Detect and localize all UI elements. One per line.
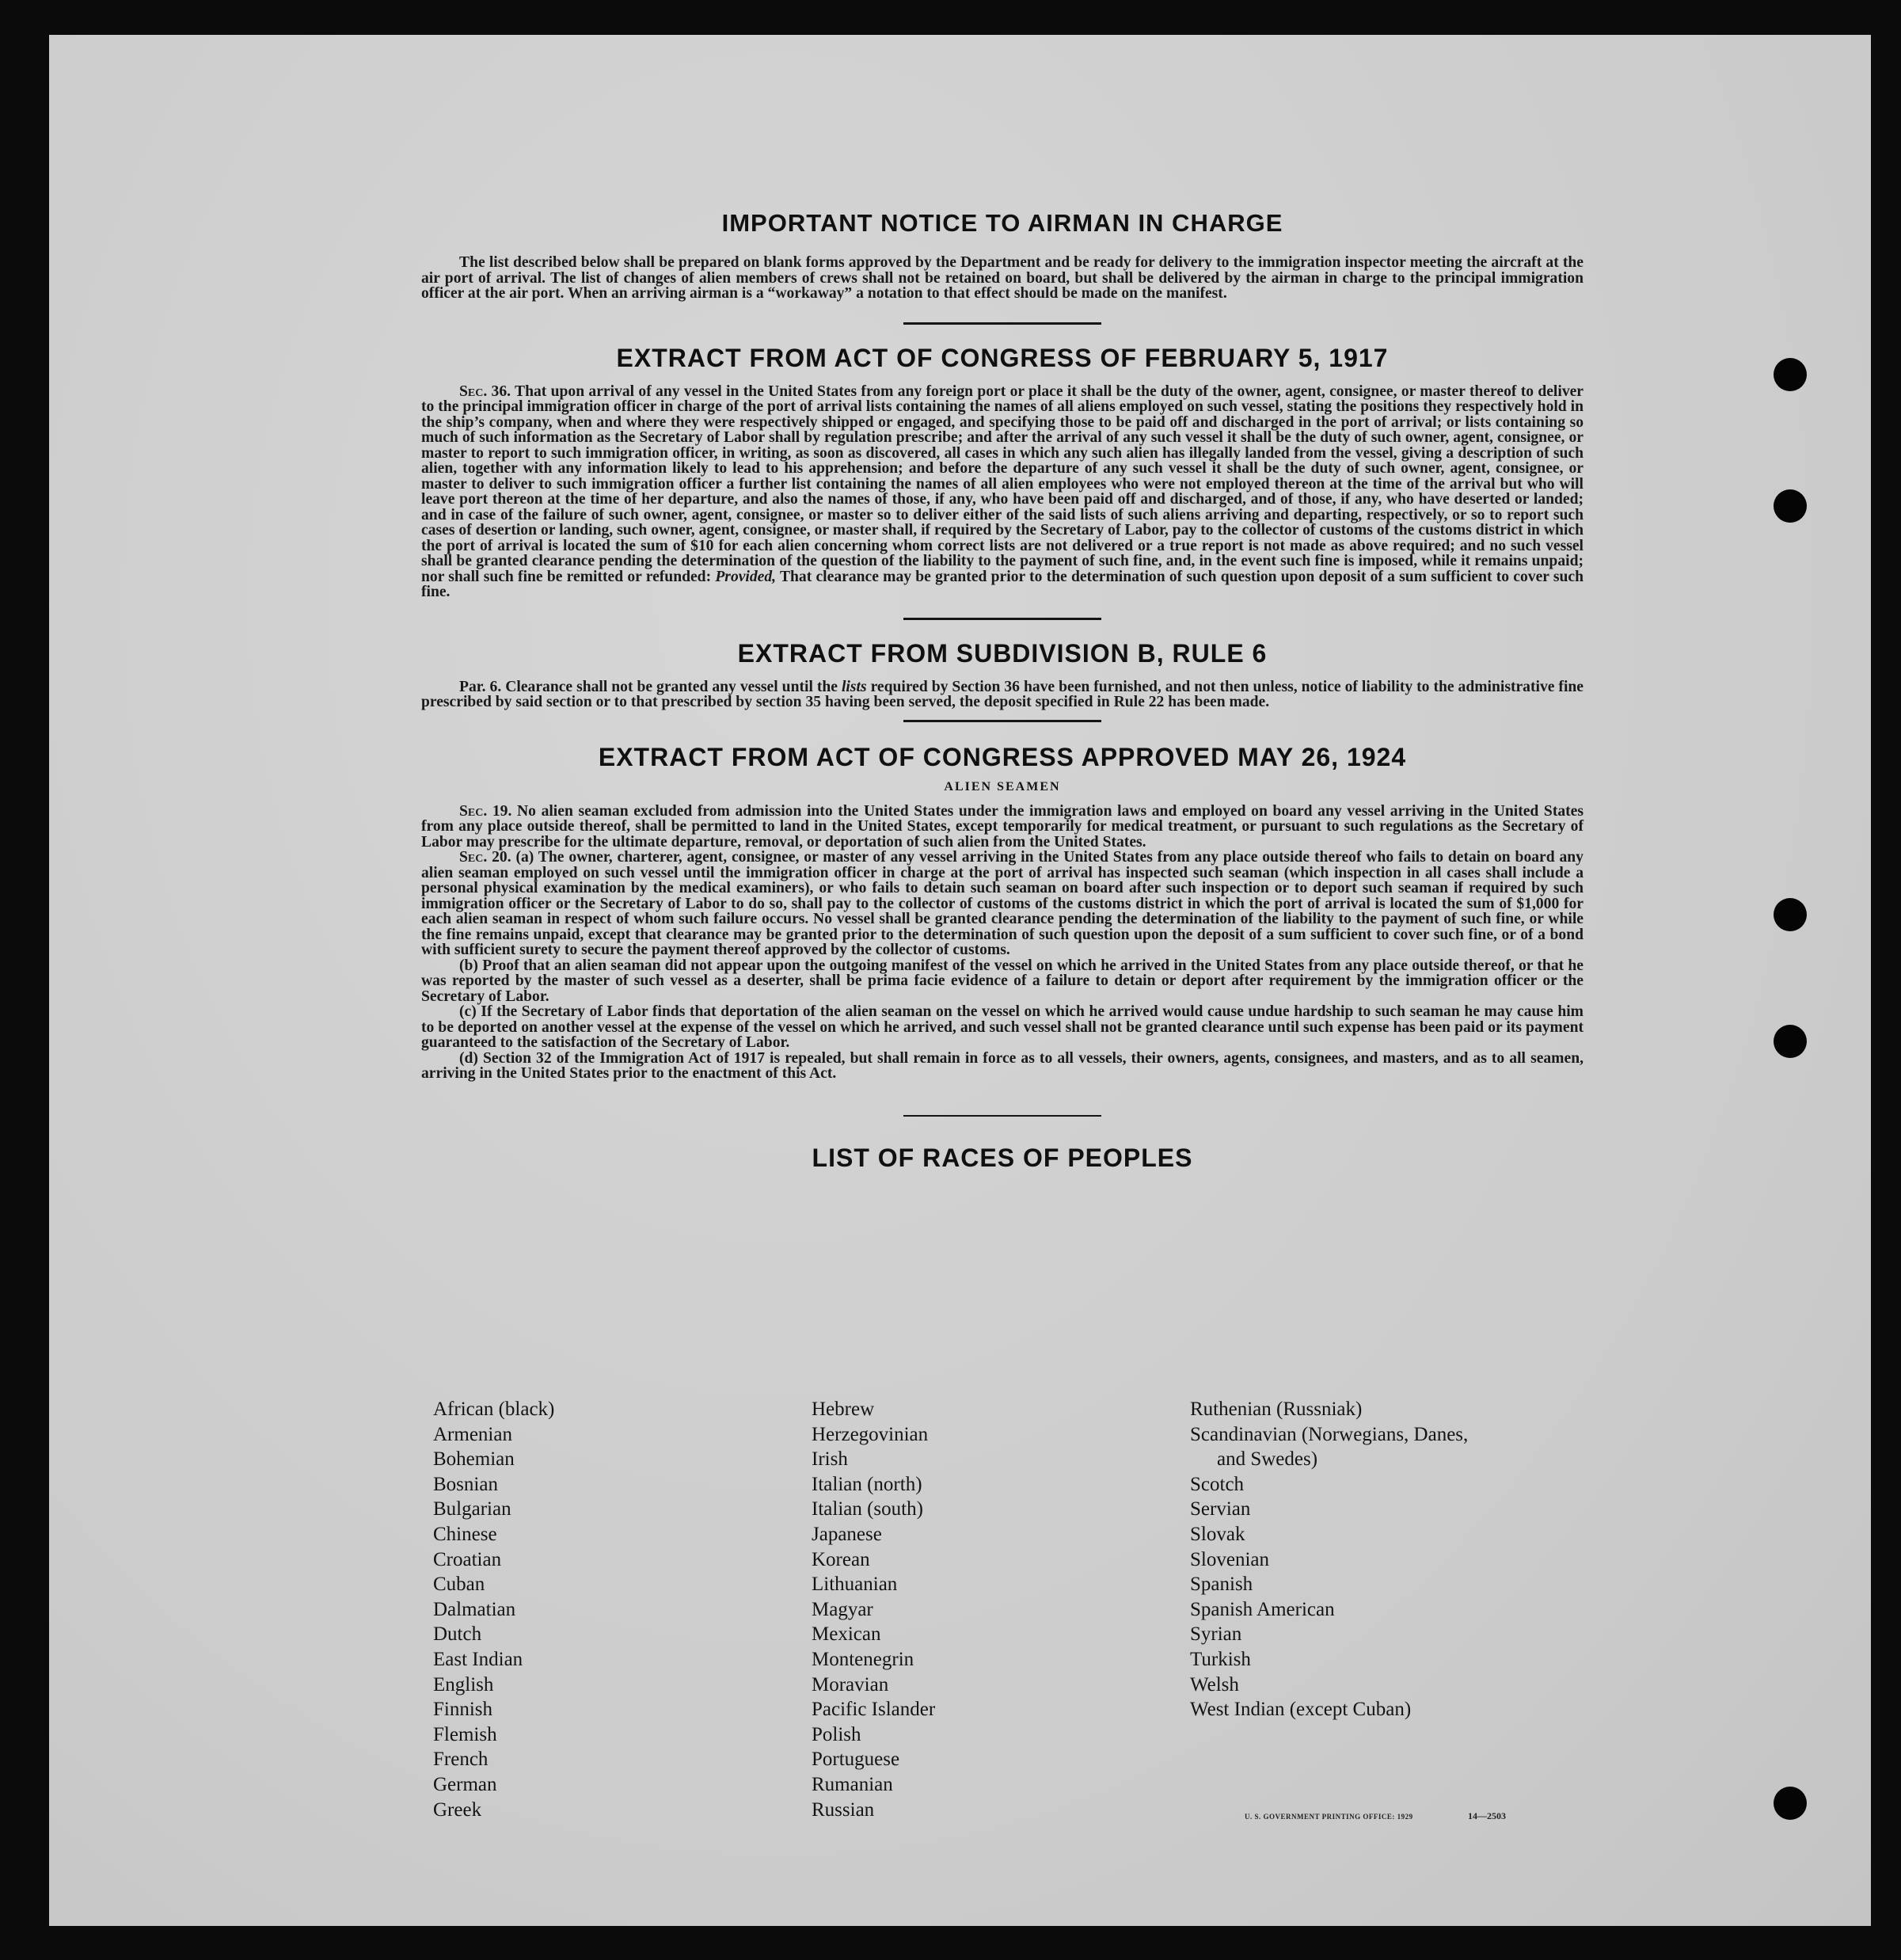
race-item-continuation: and Swedes): [1217, 1448, 1318, 1471]
race-item: French: [433, 1749, 489, 1771]
race-item: Scandinavian (Norwegians, Danes,: [1190, 1423, 1469, 1445]
proviso-text: That clearance may be granted prior to the determination of such question upon deposit of a sum sufficient to cover such fine.: [421, 568, 1584, 600]
rule-6-title: EXTRACT FROM SUBDIVISION B, RULE 6: [737, 638, 1268, 668]
races-column-2: [812, 1397, 1190, 1822]
race-item: Bulgarian: [433, 1498, 511, 1520]
race-item: Magyar: [812, 1598, 873, 1620]
races-column-3: [1190, 1397, 1605, 1822]
races-column-1: [433, 1397, 812, 1822]
par-6-label: Par. 6.: [459, 678, 502, 695]
act-1924-title: EXTRACT FROM ACT OF CONGRESS APPROVED MAY 26, 1924: [598, 742, 1407, 771]
sec-36-label: Sec. 36.: [459, 382, 511, 400]
binder-hole: [1774, 358, 1807, 391]
race-item: Slovenian: [1190, 1548, 1269, 1570]
race-item: Portuguese: [812, 1749, 900, 1771]
race-item: Spanish: [1190, 1574, 1253, 1596]
race-item: German: [433, 1773, 497, 1795]
sec-20c: (c) If the Secretary of Labor finds that deportation of the alien seaman on the vessel on which he arrived would cause undue hardship to such seaman he may cause him to be deported on another vessel at the expense of the vessel on which he arrived, and such vessel shall not be granted clearance until such expense has been paid or its payment guaranteed to the satisfaction of the Secretary of Labor.: [421, 1003, 1584, 1051]
race-item: Russian: [812, 1798, 875, 1821]
section-divider: [903, 322, 1101, 325]
race-item: Armenian: [433, 1423, 512, 1445]
race-item: Moravian: [812, 1673, 889, 1695]
race-item: Herzegovinian: [812, 1423, 929, 1445]
act-1917-title: EXTRACT FROM ACT OF CONGRESS OF FEBRUARY 5, 1917: [616, 343, 1389, 372]
rule-6-par: [421, 679, 1584, 710]
race-item: Dutch: [433, 1623, 482, 1646]
sec-20b: (b) Proof that an alien seaman did not appear upon the outgoing manifest of the vessel on which he arrived in the United States from any place outside thereof, or that he was reported by the master of such vessel as a deserter, shall be prima facie evidence of a failure to detain or deport after requirement by the immigration officer or the Secretary of Labor.: [421, 957, 1584, 1005]
notice-title: IMPORTANT NOTICE TO AIRMAN IN CHARGE: [721, 209, 1283, 237]
race-item: Servian: [1190, 1498, 1251, 1520]
race-item: Finnish: [433, 1699, 493, 1721]
section-divider: [903, 720, 1101, 722]
race-item: Scotch: [1190, 1473, 1245, 1495]
sec-19-label: Sec. 19.: [459, 802, 512, 820]
race-item: Pacific Islander: [812, 1699, 936, 1721]
race-item: West Indian (except Cuban): [1190, 1699, 1412, 1721]
binder-hole: [1774, 489, 1807, 523]
proviso-word: Provided,: [715, 568, 777, 585]
par-6-body-a: Clearance shall not be granted any vessel until the: [505, 678, 838, 695]
race-item: Italian (north): [812, 1473, 922, 1495]
race-item: Dalmatian: [433, 1598, 516, 1620]
alien-seamen-subtitle: ALIEN SEAMEN: [944, 779, 1061, 794]
races-title: LIST OF RACES OF PEOPLES: [812, 1143, 1193, 1172]
race-item: Turkish: [1190, 1648, 1251, 1670]
race-item: Slovak: [1190, 1523, 1245, 1545]
race-item: Croatian: [433, 1548, 502, 1570]
sec-19-body: No alien seaman excluded from admission into the United States under the immigration laws and employed on board any vessel arriving in the United States from any place outside thereof, shall be permitted to land in the United States, except temporarily for medical treatment, or pursuant to such regulations as the Secretary of Labor may prescribe for the ultimate departure, removal, or deportation of such alien from the United States.: [421, 802, 1584, 851]
section-divider: [903, 618, 1101, 620]
binder-hole: [1774, 1787, 1807, 1820]
sec-20-label: Sec. 20.: [459, 849, 511, 866]
document-sheet: [49, 35, 1871, 1926]
race-item: Italian (south): [812, 1498, 923, 1520]
race-item: Flemish: [433, 1723, 497, 1745]
sec-20a: [421, 850, 1584, 958]
race-item: Cuban: [433, 1574, 485, 1596]
race-item: Spanish American: [1190, 1598, 1335, 1620]
race-item: Greek: [433, 1798, 482, 1821]
sec-20a-body: (a) The owner, charterer, agent, consignee, or master of any vessel arriving in the United States from any place outside thereof who fails to detain on board any alien seaman employed on such vessel until the immigration officer in charge at the port of arrival has inspected such seaman (which inspection in all cases shall include a personal physical examination by the medical examiners), or who fails to detain such seaman on board after such inspection or to deport such seaman if required by such immigration officer or the Secretary of Labor to do so, shall pay to the collector of customs of the customs district in which the port of arrival is located the sum of $1,000 for each alien seaman in respect of whom such failure occurs. No vessel shall be granted clearance pending the determination of the liability to the payment of such fine, or while the fine remains unpaid, except that clearance may be granted prior to the determination of such question upon the deposit of a sum sufficient to cover such fine, or of a bond with sufficient surety to secure the payment thereof approved by the collector of customs.: [421, 849, 1584, 958]
race-item: Chinese: [433, 1523, 497, 1545]
race-item: African (black): [433, 1399, 555, 1420]
race-item: Irish: [812, 1448, 848, 1471]
race-item: East Indian: [433, 1648, 523, 1670]
race-item: Montenegrin: [812, 1648, 914, 1670]
section-divider: [903, 1115, 1101, 1117]
sec-20d: (d) Section 32 of the Immigration Act of 1917 is repealed, but shall remain in force as to all vessels, their owners, agents, consignees, and masters, and as to all seamen, arriving in the United States prior to the enactment of this Act.: [421, 1049, 1584, 1082]
binder-hole: [1774, 1025, 1807, 1058]
main-text: [421, 209, 1584, 1173]
race-item: Hebrew: [812, 1399, 875, 1420]
race-item: Lithuanian: [812, 1574, 898, 1596]
notice-body: The list described below shall be prepared on blank forms approved by the Department and be ready for delivery to the immigration inspector meeting the aircraft at the air port of arrival. The list of changes of alien members of crews shall not be retained on board, but shall be delivered by the airman in charge to the principal immigration officer at the air port. When an arriving airman is a “workaway” a notation to that effect should be made on the manifest.: [421, 254, 1584, 302]
race-item: Ruthenian (Russniak): [1190, 1399, 1363, 1420]
printing-office-imprint: U. S. GOVERNMENT PRINTING OFFICE: 1929: [1245, 1813, 1413, 1821]
race-item: Polish: [812, 1723, 861, 1745]
par-6-body-b: required by Section 36 have been furnished, and not then unless, notice of liability to the administrative fine prescribed by said section or to that prescribed by section 35 having been served, the deposit specified in Rule 22 has been made.: [421, 678, 1584, 710]
races-list: [433, 1397, 1605, 1822]
race-item: Korean: [812, 1548, 870, 1570]
sec-36-body: That upon arrival of any vessel in the United States from any foreign port or place it shall be the duty of the owner, agent, consignee, or master thereof to deliver to the principal immigration officer in charge of the port of arrival lists containing the names of all aliens employed on such vessel, stating the positions they respectively hold in the ship’s company, when and where they were respectively shipped or engaged, and specifying those to be paid off and discharged in the port of arrival; or lists containing so much of such information as the Secretary of Labor shall by regulation prescribe; and after the arrival of any such vessel it shall be the duty of such owner, agent, consignee, or master to report to such immigration officer, in writing, as soon as discovered, all cases in which any such alien has illegally landed from the vessel, giving a description of such alien, together with any information likely to lead to his apprehension; and before the departure of any such vessel it shall be the duty of such owner, agent, consignee, or master to deliver to such immigration officer a further list containing the names of all alien employees who were not employed thereon at the time of the arrival but who will leave port thereon at the time of her departure, and also the names of those, if any, who have been paid off and discharged, and of those, if any, who have deserted or landed; and in case of the failure of such owner, agent, consignee, or master so to deliver either of the said lists of such aliens arriving and departing, respectively, or so to report such cases of desertion or landing, such owner, agent, consignee, or master shall, if required by the Secretary of Labor, pay to the collector of customs of the customs district in which the port of arrival is located the sum of $10 for each alien concerning whom correct lists are not delivered or a true report is not made as above required; and no such vessel shall be granted clearance pending the determination of the question of the liability to the payment of such fine, and, in the event such fine is imposed, while it remains unpaid; nor shall such fine be remitted or refunded:: [421, 382, 1584, 585]
race-item: English: [433, 1673, 494, 1695]
race-item: Syrian: [1190, 1623, 1242, 1646]
race-item: Rumanian: [812, 1773, 893, 1795]
act-1917-sec36: [421, 384, 1584, 600]
race-item: Welsh: [1190, 1673, 1239, 1695]
form-number: 14—2503: [1468, 1810, 1506, 1821]
race-item: Japanese: [812, 1523, 882, 1545]
race-item: Bohemian: [433, 1448, 515, 1471]
race-item: Bosnian: [433, 1473, 498, 1495]
sec-19: [421, 804, 1584, 851]
binder-hole: [1774, 898, 1807, 931]
race-item: Mexican: [812, 1623, 881, 1646]
par-6-italic: lists: [841, 678, 867, 695]
